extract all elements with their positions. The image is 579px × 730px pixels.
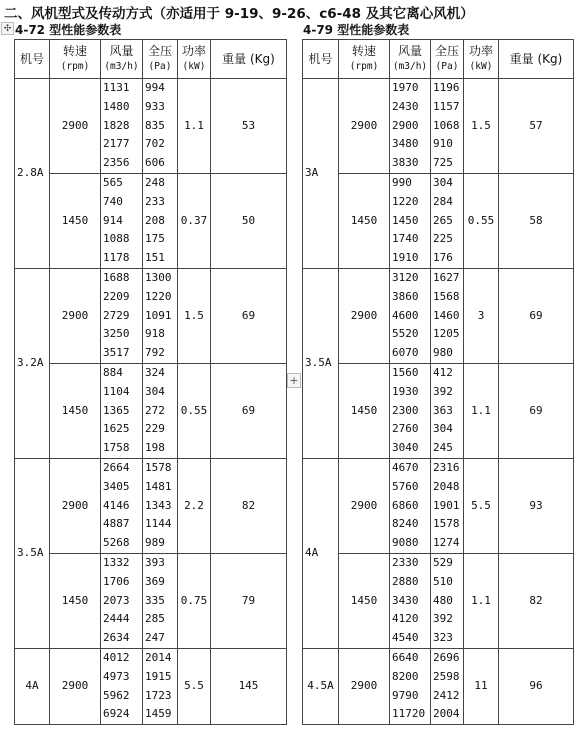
flow-value: 2356 xyxy=(103,156,130,170)
flow-value: 1930 xyxy=(392,384,419,398)
pressure-value: 2014 xyxy=(145,650,172,664)
weight-cell: 69 xyxy=(499,268,574,363)
power-cell: 1.1 xyxy=(178,79,211,174)
model-cell: 3.5A xyxy=(15,458,50,648)
header-label: 机号 xyxy=(308,51,333,66)
pressure-cell xyxy=(143,458,178,553)
flow-value: 4887 xyxy=(103,517,130,531)
flow-value: 1740 xyxy=(392,232,419,246)
flow-value: 5520 xyxy=(392,327,419,341)
weight-cell: 145 xyxy=(211,648,287,724)
pressure-value: 245 xyxy=(433,441,453,455)
flow-value: 6860 xyxy=(392,498,419,512)
pressure-value: 2598 xyxy=(433,669,460,683)
pressure-value: 392 xyxy=(433,612,453,626)
table-row xyxy=(15,268,287,363)
flow-value: 2209 xyxy=(103,289,130,303)
pressure-cell xyxy=(143,553,178,648)
flow-value: 8200 xyxy=(392,669,419,683)
flow-cell xyxy=(101,458,143,553)
table-row xyxy=(15,79,287,174)
flow-value: 1450 xyxy=(392,213,419,227)
power-cell: 1.1 xyxy=(464,363,499,458)
pressure-value: 265 xyxy=(433,213,453,227)
pressure-value: 233 xyxy=(145,194,165,208)
power-cell: 1.5 xyxy=(178,268,211,363)
header-flow xyxy=(101,40,143,79)
pressure-value: 208 xyxy=(145,213,165,227)
speed-cell: 2900 xyxy=(50,268,101,363)
flow-value: 884 xyxy=(103,365,123,379)
pressure-cell xyxy=(431,648,464,724)
header-weight xyxy=(499,40,574,79)
flow-value: 914 xyxy=(103,213,123,227)
pressure-value: 1459 xyxy=(145,707,172,721)
speed-cell: 2900 xyxy=(339,458,390,553)
header-model xyxy=(303,40,339,79)
flow-value: 2729 xyxy=(103,308,130,322)
flow-value: 5962 xyxy=(103,688,130,702)
pressure-value: 285 xyxy=(145,612,165,626)
pressure-value: 151 xyxy=(145,251,165,265)
flow-value: 6070 xyxy=(392,346,419,360)
flow-value: 1220 xyxy=(392,194,419,208)
header-weight xyxy=(211,40,287,79)
add-column-icon[interactable]: + xyxy=(287,373,301,388)
flow-value: 1560 xyxy=(392,365,419,379)
weight-cell: 82 xyxy=(211,458,287,553)
flow-value: 1970 xyxy=(392,81,419,94)
power-cell: 5.5 xyxy=(178,648,211,724)
flow-value: 1706 xyxy=(103,574,130,588)
flow-cell xyxy=(101,553,143,648)
flow-value: 4670 xyxy=(392,460,419,474)
pressure-value: 369 xyxy=(145,574,165,588)
flow-cell xyxy=(390,173,431,268)
pressure-cell xyxy=(143,648,178,724)
model-cell: 2.8A xyxy=(15,79,50,269)
weight-cell: 69 xyxy=(499,363,574,458)
power-cell: 1.5 xyxy=(464,79,499,174)
pressure-value: 1157 xyxy=(433,99,460,113)
flow-value: 2444 xyxy=(103,612,130,626)
model-cell: 3A xyxy=(303,79,339,269)
speed-cell: 2900 xyxy=(50,79,101,174)
weight-cell: 69 xyxy=(211,363,287,458)
flow-value: 3860 xyxy=(392,289,419,303)
pressure-value: 225 xyxy=(433,232,453,246)
pressure-value: 933 xyxy=(145,99,165,113)
pressure-value: 304 xyxy=(433,422,453,436)
table-title: 4-79 型性能参数表 xyxy=(303,23,410,37)
performance-table-4-79 xyxy=(302,39,574,725)
pressure-value: 1068 xyxy=(433,118,460,132)
flow-value: 1758 xyxy=(103,441,130,455)
flow-value: 1088 xyxy=(103,232,130,246)
speed-cell: 1450 xyxy=(339,363,390,458)
pressure-value: 835 xyxy=(145,118,165,132)
flow-cell xyxy=(390,79,431,174)
pressure-value: 1220 xyxy=(145,289,172,303)
power-cell: 0.75 xyxy=(178,553,211,648)
header-label: 全压 xyxy=(147,44,172,58)
flow-value: 2664 xyxy=(103,460,130,474)
pressure-value: 198 xyxy=(145,441,165,455)
header-row xyxy=(15,40,287,79)
header-row xyxy=(303,40,574,79)
pressure-value: 2696 xyxy=(433,650,460,664)
pressure-value: 247 xyxy=(145,631,165,645)
flow-value: 3480 xyxy=(392,137,419,151)
flow-value: 4973 xyxy=(103,669,130,683)
speed-cell: 2900 xyxy=(339,79,390,174)
flow-cell xyxy=(390,648,431,724)
flow-value: 2073 xyxy=(103,593,130,607)
header-unit: (m3/h) xyxy=(104,61,139,72)
flow-value: 8240 xyxy=(392,517,419,531)
weight-cell: 82 xyxy=(499,553,574,648)
pressure-value: 725 xyxy=(433,156,453,170)
flow-value: 6924 xyxy=(103,707,130,721)
flow-cell xyxy=(390,458,431,553)
pressure-value: 2048 xyxy=(433,479,460,493)
flow-value: 1104 xyxy=(103,384,130,398)
flow-value: 3830 xyxy=(392,156,419,170)
pressure-cell xyxy=(143,173,178,268)
table-panel-4-72 xyxy=(14,22,287,725)
pressure-value: 1901 xyxy=(433,498,460,512)
header-label: 转速 xyxy=(62,44,87,58)
flow-cell xyxy=(390,553,431,648)
header-label: 全压 xyxy=(434,44,459,58)
model-cell: 3.2A xyxy=(15,268,50,458)
header-label: 机号 xyxy=(19,51,44,66)
pressure-value: 1723 xyxy=(145,688,172,702)
table-row xyxy=(15,553,287,648)
pressure-value: 363 xyxy=(433,403,453,417)
pressure-cell xyxy=(431,173,464,268)
power-cell: 0.55 xyxy=(178,363,211,458)
flow-cell xyxy=(101,173,143,268)
power-cell: 5.5 xyxy=(464,458,499,553)
pressure-value: 2316 xyxy=(433,460,460,474)
pressure-value: 2412 xyxy=(433,688,460,702)
pressure-value: 1196 xyxy=(433,81,460,94)
flow-value: 4540 xyxy=(392,631,419,645)
flow-value: 2760 xyxy=(392,422,419,436)
flow-value: 3120 xyxy=(392,270,419,284)
flow-value: 3517 xyxy=(103,346,130,360)
flow-value: 1332 xyxy=(103,555,130,569)
flow-value: 4146 xyxy=(103,498,130,512)
pressure-value: 792 xyxy=(145,346,165,360)
pressure-value: 1343 xyxy=(145,498,172,512)
pressure-value: 324 xyxy=(145,365,165,379)
pressure-value: 1481 xyxy=(145,479,172,493)
weight-cell: 96 xyxy=(499,648,574,724)
pressure-value: 980 xyxy=(433,346,453,360)
model-cell: 4.5A xyxy=(303,648,339,724)
flow-value: 2330 xyxy=(392,555,419,569)
pressure-value: 272 xyxy=(145,403,165,417)
flow-value: 1688 xyxy=(103,270,130,284)
header-label: 功率 xyxy=(468,44,493,58)
flow-value: 1365 xyxy=(103,403,130,417)
pressure-value: 994 xyxy=(145,81,165,94)
speed-cell: 1450 xyxy=(50,173,101,268)
flow-value: 4012 xyxy=(103,650,130,664)
power-cell: 0.55 xyxy=(464,173,499,268)
table-row xyxy=(15,173,287,268)
pressure-value: 304 xyxy=(433,175,453,189)
weight-cell: 58 xyxy=(499,173,574,268)
table-row xyxy=(15,363,287,458)
flow-value: 9790 xyxy=(392,688,419,702)
speed-cell: 2900 xyxy=(339,268,390,363)
pressure-value: 606 xyxy=(145,156,165,170)
pressure-value: 248 xyxy=(145,175,165,189)
header-unit: (Pa) xyxy=(435,61,459,72)
page-heading: 二、风机型式及传动方式（亦适用于 9-19、9-26、c6-48 及其它离心风机） xyxy=(4,6,474,22)
header-power xyxy=(464,40,499,79)
speed-cell: 1450 xyxy=(339,553,390,648)
header-model xyxy=(15,40,50,79)
pressure-value: 393 xyxy=(145,555,165,569)
flow-value: 4120 xyxy=(392,612,419,626)
weight-cell: 69 xyxy=(211,268,287,363)
flow-value: 2300 xyxy=(392,403,419,417)
pressure-value: 1627 xyxy=(433,270,460,284)
model-cell: 3.5A xyxy=(303,268,339,458)
weight-cell: 93 xyxy=(499,458,574,553)
flow-cell xyxy=(390,268,431,363)
performance-table-4-72 xyxy=(14,39,287,725)
header-unit: (rpm) xyxy=(349,61,379,72)
weight-cell: 79 xyxy=(211,553,287,648)
table-row xyxy=(15,648,287,724)
header-label: 转速 xyxy=(351,44,376,58)
header-unit: (Pa) xyxy=(148,61,172,72)
table-title: 4-72 型性能参数表 xyxy=(15,23,122,37)
flow-value: 990 xyxy=(392,175,412,189)
flow-value: 740 xyxy=(103,194,123,208)
table-panel-4-79 xyxy=(302,22,574,725)
header-pressure xyxy=(143,40,178,79)
pressure-value: 1274 xyxy=(433,536,460,550)
speed-cell: 2900 xyxy=(50,458,101,553)
flow-value: 6640 xyxy=(392,650,419,664)
header-label: 功率 xyxy=(181,44,206,58)
speed-cell: 1450 xyxy=(50,363,101,458)
table-row xyxy=(303,268,574,363)
pressure-value: 175 xyxy=(145,232,165,246)
pressure-cell xyxy=(143,363,178,458)
table-row xyxy=(303,458,574,553)
pressure-value: 1568 xyxy=(433,289,460,303)
table-row xyxy=(15,458,287,553)
model-cell: 4A xyxy=(303,458,339,648)
header-speed xyxy=(50,40,101,79)
power-cell: 1.1 xyxy=(464,553,499,648)
flow-value: 3405 xyxy=(103,479,130,493)
flow-cell xyxy=(390,363,431,458)
pressure-cell xyxy=(431,553,464,648)
pressure-value: 1578 xyxy=(145,460,172,474)
flow-value: 1480 xyxy=(103,99,130,113)
header-pressure xyxy=(431,40,464,79)
pressure-value: 529 xyxy=(433,555,453,569)
move-handle-icon[interactable]: ✣ xyxy=(1,22,14,35)
flow-value: 11720 xyxy=(392,707,426,721)
flow-value: 3430 xyxy=(392,593,419,607)
flow-value: 2177 xyxy=(103,137,130,151)
header-flow xyxy=(390,40,431,79)
pressure-cell xyxy=(431,363,464,458)
pressure-value: 910 xyxy=(433,137,453,151)
pressure-value: 2004 xyxy=(433,707,460,721)
flow-value: 5760 xyxy=(392,479,419,493)
header-unit: (rpm) xyxy=(60,61,90,72)
speed-cell: 2900 xyxy=(339,648,390,724)
pressure-value: 989 xyxy=(145,536,165,550)
pressure-value: 284 xyxy=(433,194,453,208)
flow-value: 2880 xyxy=(392,574,419,588)
table-row xyxy=(303,648,574,724)
pressure-value: 1300 xyxy=(145,270,172,284)
pressure-cell xyxy=(431,458,464,553)
flow-value: 9080 xyxy=(392,536,419,550)
weight-cell: 50 xyxy=(211,173,287,268)
power-cell: 11 xyxy=(464,648,499,724)
pressure-value: 480 xyxy=(433,593,453,607)
pressure-value: 510 xyxy=(433,574,453,588)
pressure-cell xyxy=(431,79,464,174)
pressure-value: 1205 xyxy=(433,327,460,341)
pressure-value: 335 xyxy=(145,593,165,607)
pressure-value: 702 xyxy=(145,137,165,151)
header-label: 风量 xyxy=(109,44,134,58)
power-cell: 3 xyxy=(464,268,499,363)
flow-value: 2634 xyxy=(103,631,130,645)
flow-cell xyxy=(101,648,143,724)
flow-value: 3040 xyxy=(392,441,419,455)
header-power xyxy=(178,40,211,79)
pressure-value: 304 xyxy=(145,384,165,398)
pressure-value: 1144 xyxy=(145,517,172,531)
flow-value: 5268 xyxy=(103,536,130,550)
flow-value: 565 xyxy=(103,175,123,189)
pressure-value: 229 xyxy=(145,422,165,436)
header-label: 重量 (Kg) xyxy=(222,51,275,66)
model-cell: 4A xyxy=(15,648,50,724)
flow-value: 2430 xyxy=(392,99,419,113)
header-unit: (kW) xyxy=(182,61,206,72)
weight-cell: 53 xyxy=(211,79,287,174)
table-row xyxy=(303,173,574,268)
flow-value: 1178 xyxy=(103,251,130,265)
pressure-value: 1578 xyxy=(433,517,460,531)
speed-cell: 1450 xyxy=(50,553,101,648)
power-cell: 2.2 xyxy=(178,458,211,553)
speed-cell: 2900 xyxy=(50,648,101,724)
speed-cell: 1450 xyxy=(339,173,390,268)
table-row xyxy=(303,553,574,648)
pressure-cell xyxy=(431,268,464,363)
table-row xyxy=(303,79,574,174)
flow-value: 1131 xyxy=(103,81,130,94)
pressure-value: 1091 xyxy=(145,308,172,322)
flow-value: 2900 xyxy=(392,118,419,132)
flow-value: 1910 xyxy=(392,251,419,265)
header-label: 重量 (Kg) xyxy=(509,51,563,66)
header-speed xyxy=(339,40,390,79)
pressure-value: 1915 xyxy=(145,669,172,683)
flow-value: 1828 xyxy=(103,118,130,132)
flow-cell xyxy=(101,79,143,174)
flow-value: 3250 xyxy=(103,327,130,341)
pressure-value: 176 xyxy=(433,251,453,265)
flow-value: 4600 xyxy=(392,308,419,322)
pressure-value: 323 xyxy=(433,631,453,645)
pressure-cell xyxy=(143,268,178,363)
flow-cell xyxy=(101,363,143,458)
header-unit: (kW) xyxy=(469,61,493,72)
pressure-value: 918 xyxy=(145,327,165,341)
pressure-value: 392 xyxy=(433,384,453,398)
flow-cell xyxy=(101,268,143,363)
power-cell: 0.37 xyxy=(178,173,211,268)
table-row xyxy=(303,363,574,458)
header-label: 风量 xyxy=(397,44,422,58)
header-unit: (m3/h) xyxy=(392,61,428,72)
flow-value: 1625 xyxy=(103,422,130,436)
weight-cell: 57 xyxy=(499,79,574,174)
pressure-value: 1460 xyxy=(433,308,460,322)
pressure-value: 412 xyxy=(433,365,453,379)
pressure-cell xyxy=(143,79,178,174)
